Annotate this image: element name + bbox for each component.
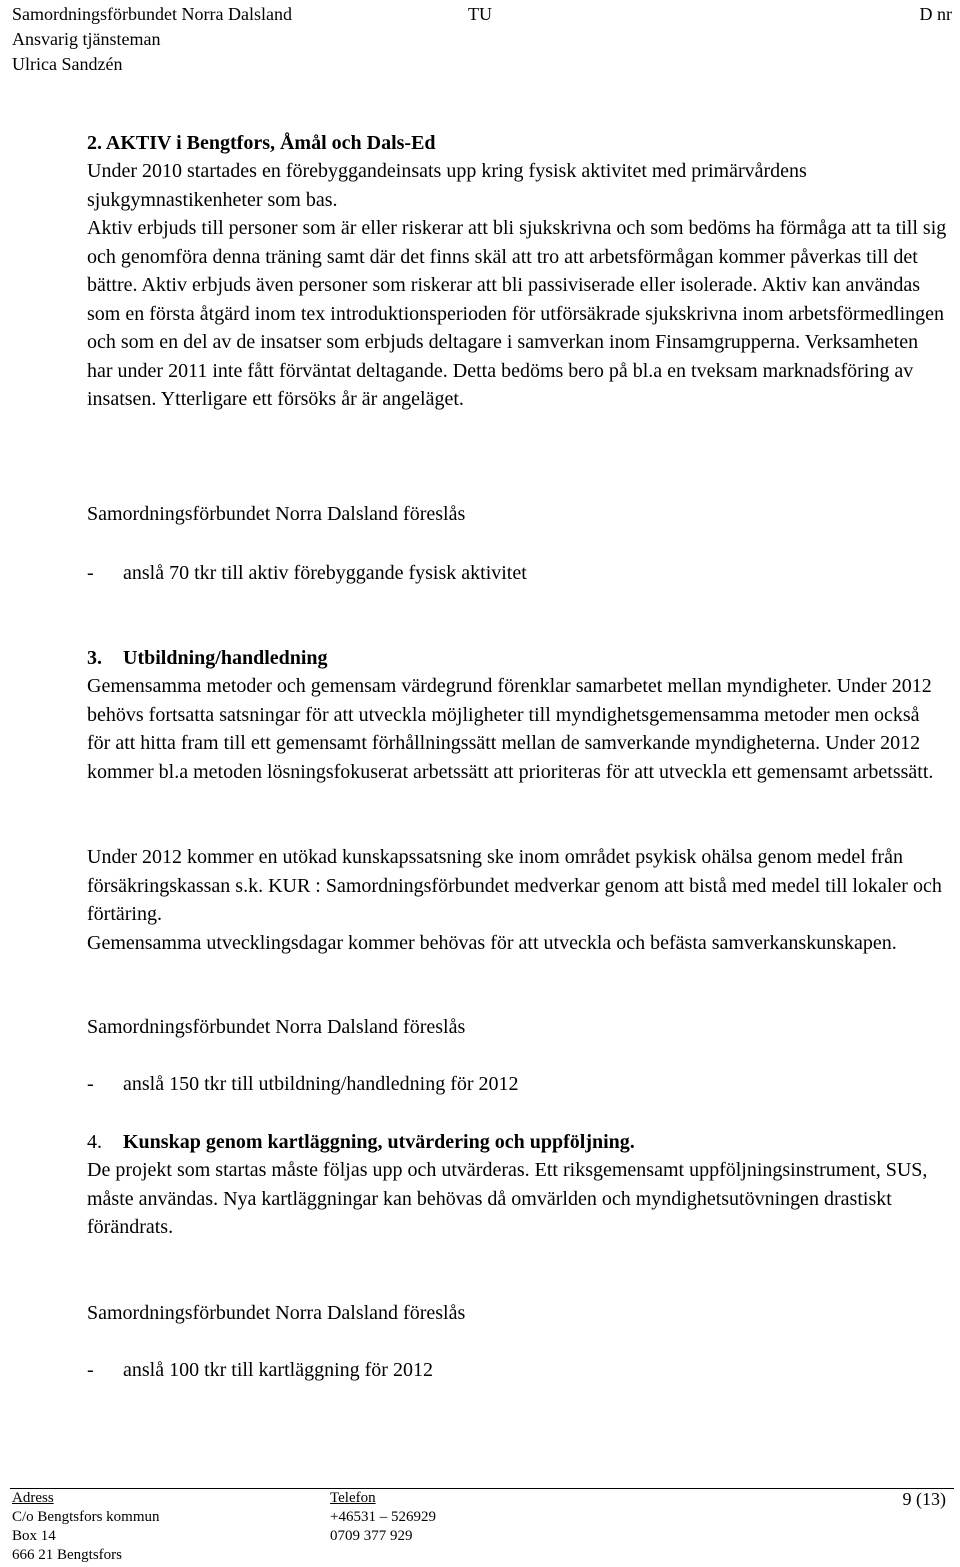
section2-proposal: Samordningsförbundet Norra Dalsland föreslås <box>87 503 466 525</box>
footer-phone-2: 0709 377 929 <box>330 1528 413 1544</box>
header-dnr: D nr <box>919 4 952 24</box>
header-responsible-label: Ansvarig tjänsteman <box>12 29 161 49</box>
section4-number: 4. <box>87 1131 102 1153</box>
section4-proposal: Samordningsförbundet Norra Dalsland föreslås <box>87 1302 466 1324</box>
section3-bullet <box>87 1070 519 1099</box>
page-number: 9 (13) <box>902 1489 946 1509</box>
section2-bullet-text: anslå 70 tkr till aktiv förebyggande fysisk aktivitet <box>123 562 527 584</box>
section3-paragraph-2: Under 2012 kommer en utökad kunskapssatsning ske inom området psykisk ohälsa genom medel från försäkringskassan s.k. KUR : Samordningsförbundet medverkar genom att bistå med medel till lokaler och förtäring. <box>87 846 942 925</box>
header-responsible-name: Ulrica Sandzén <box>12 54 123 74</box>
section3-heading: Utbildning/handledning <box>123 647 328 669</box>
footer-phone <box>330 1489 436 1546</box>
section2-paragraph-2: Aktiv erbjuds till personer som är eller riskerar att bli sjukskrivna och som bedöms ha förmåga att ta till sig och genomföra denna träning samt där det finns skäl att tro att arbetsförmågan kommer påverkas till det bättre. Aktiv erbjuds även personer som riskerar att bli passiviserade eller isolerade. Aktiv kan användas som en första åtgärd inom tex introduktionsperioden för utförsäkrade sjukskrivna inom arbetsförmedlingen och som en del av de insatser som erbjuds deltagare i samverkan inom Finsamgrupperna. Verksamheten har under 2011 inte fått förväntat deltagande. Detta bedöms bero på bl.a en tveksam marknadsföring av insatsen. Ytterligare ett försöks år är angeläget. <box>87 217 947 410</box>
bullet-dash: - <box>87 1359 94 1381</box>
section3-bullet-text: anslå 150 tkr till utbildning/handledning för 2012 <box>123 1073 519 1095</box>
section4-bullet <box>87 1356 433 1385</box>
footer-address-line-2: Box 14 <box>12 1528 56 1544</box>
header-left <box>12 2 292 77</box>
bullet-dash: - <box>87 1073 94 1095</box>
header-org: Samordningsförbundet Norra Dalsland <box>12 4 292 24</box>
footer-address-line-1: C/o Bengtsfors kommun <box>12 1509 160 1525</box>
section2-paragraph-1: Under 2010 startades en förebyggandeinsats upp kring fysisk aktivitet med primärvårdens sjukgymnastikenheter som bas. <box>87 160 807 211</box>
section3-number: 3. <box>87 647 102 669</box>
section2-bullet <box>87 559 527 588</box>
footer-address <box>12 1489 160 1565</box>
section3-paragraph-3: Gemensamma utvecklingsdagar kommer behövas för att utveckla och befästa samverkanskunskapen. <box>87 932 897 954</box>
header-center: TU <box>468 4 492 24</box>
section2-heading: 2. AKTIV i Bengtfors, Åmål och Dals-Ed <box>87 132 436 154</box>
section4-heading: Kunskap genom kartläggning, utvärdering och uppföljning. <box>123 1131 635 1153</box>
footer-address-line-3: 666 21 Bengtsfors <box>12 1547 122 1563</box>
section4-bullet-text: anslå 100 tkr till kartläggning för 2012 <box>123 1359 433 1381</box>
section3-paragraph-1: Gemensamma metoder och gemensam värdegrund förenklar samarbetet mellan myndigheter. Under 2012 behövs fortsatta satsningar för att utveckla möjligheter till myndighetsgemensamma metoder men också för att hitta fram till ett gemensamt förhållningssätt mellan de samverkande myndigheterna. Under 2012 kommer bl.a metoden lösningsfokuserat arbetssätt att prioriteras för att utveckla ett gemensamt arbetssätt. <box>87 675 934 783</box>
footer-address-label: Adress <box>12 1490 54 1506</box>
section3-proposal: Samordningsförbundet Norra Dalsland föreslås <box>87 1016 466 1038</box>
footer-phone-label: Telefon <box>330 1490 376 1506</box>
section4-paragraph-1: De projekt som startas måste följas upp och utvärderas. Ett riksgemensamt uppföljningsinstrument, SUS, måste användas. Nya kartläggningar kan behövas då omvärlden och myndighetsutövningen drastiskt förändrats. <box>87 1159 928 1238</box>
footer-phone-1: +46531 – 526929 <box>330 1509 436 1525</box>
bullet-dash: - <box>87 562 94 584</box>
